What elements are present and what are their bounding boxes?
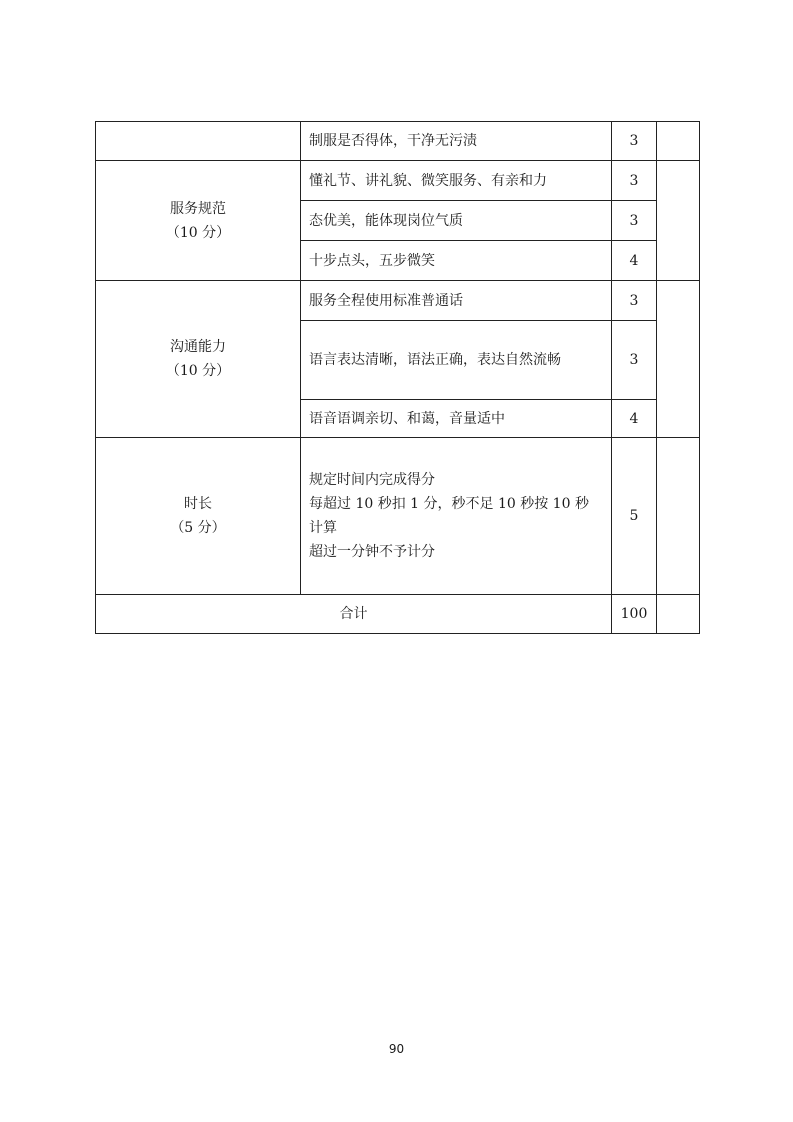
- score-cell: [657, 438, 700, 595]
- table-row: [96, 161, 700, 201]
- table-row: [96, 281, 700, 321]
- criterion-cell: [301, 438, 612, 595]
- category-cell: [96, 281, 301, 438]
- points-cell: 4: [612, 400, 657, 438]
- total-score-cell: [657, 595, 700, 634]
- table-row: [96, 122, 700, 161]
- criterion-cell: 十步点头，五步微笑: [301, 241, 612, 281]
- category-name: 沟通能力: [170, 339, 226, 355]
- points-cell: 5: [612, 438, 657, 595]
- page-number: 90: [388, 1042, 405, 1056]
- total-row: [96, 595, 700, 634]
- criterion-cell: 态优美，能体现岗位气质: [301, 201, 612, 241]
- points-cell: 3: [612, 122, 657, 161]
- category-cell: [96, 161, 301, 281]
- criterion-cell: 制服是否得体，干净无污渍: [301, 122, 612, 161]
- points-cell: 4: [612, 241, 657, 281]
- criterion-line: 计算: [309, 520, 337, 536]
- score-cell: [657, 122, 700, 161]
- category-score: （10 分）: [165, 224, 231, 241]
- category-name: 服务规范: [170, 200, 226, 217]
- score-cell: [657, 281, 700, 438]
- total-points: 100: [612, 595, 657, 634]
- total-label: 合计: [96, 595, 612, 634]
- criterion-cell: 服务全程使用标准普通话: [301, 281, 612, 321]
- score-cell: [657, 161, 700, 281]
- category-cell-empty: [96, 122, 301, 161]
- category-name: 时长: [184, 496, 212, 512]
- points-cell: 3: [612, 201, 657, 241]
- criterion-line: 超过一分钟不予计分: [309, 544, 435, 560]
- criterion-line: 规定时间内完成得分: [309, 472, 435, 488]
- table-row: [96, 438, 700, 595]
- points-cell: 3: [612, 281, 657, 321]
- category-cell: [96, 438, 301, 595]
- criterion-cell: 懂礼节、讲礼貌、微笑服务、有亲和力: [301, 161, 612, 201]
- scoring-table: [95, 121, 700, 634]
- category-score: （5 分）: [170, 520, 226, 536]
- criterion-line: 每超过 10 秒扣 1 分，秒不足 10 秒按 10 秒: [309, 496, 589, 512]
- points-cell: 3: [612, 161, 657, 201]
- category-score: （10 分）: [165, 363, 231, 379]
- criterion-cell: 语言表达清晰，语法正确，表达自然流畅: [301, 321, 612, 400]
- points-cell: 3: [612, 321, 657, 400]
- criterion-cell: 语音语调亲切、和蔼，音量适中: [301, 400, 612, 438]
